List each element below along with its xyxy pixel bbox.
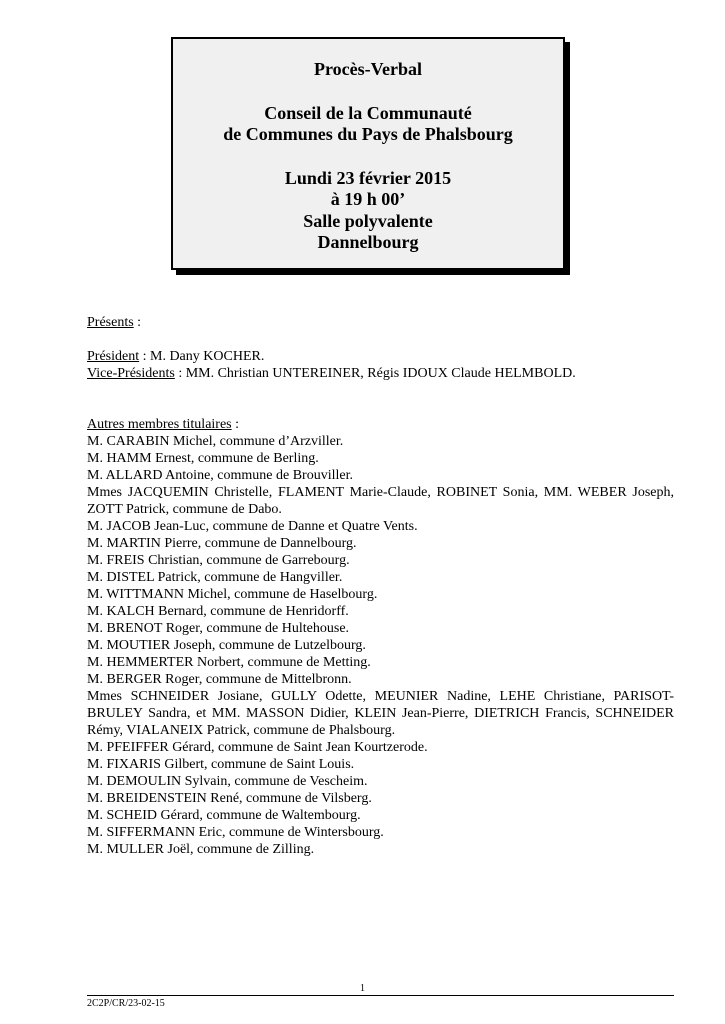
member-line: M. PFEIFFER Gérard, commune de Saint Jean Kourtzerode.	[87, 740, 428, 755]
meeting-time: à 19 h 00’	[330, 189, 406, 209]
page-number: 1	[360, 983, 365, 994]
member-line: M. BERGER Roger, commune de Mittelbronn.	[87, 672, 352, 687]
member-line: Mmes JACQUEMIN Christelle, FLAMENT Marie-Claude, ROBINET Sonia, MM. WEBER Joseph, ZOTT Patrick, commune de Dabo.	[87, 485, 674, 517]
council-name-line2: de Communes du Pays de Phalsbourg	[223, 124, 513, 144]
member-line: M. CARABIN Michel, commune d’Arzviller.	[87, 434, 344, 449]
meeting-venue: Salle polyvalente	[303, 210, 433, 231]
spacer	[87, 382, 674, 416]
member-line: M. FREIS Christian, commune de Garrebourg.	[87, 553, 350, 568]
council-name-line1: Conseil de la Communauté	[264, 102, 472, 123]
member-line: M. JACOB Jean-Luc, commune de Danne et Quatre Vents.	[87, 519, 418, 534]
member-line: M. DISTEL Patrick, commune de Hangviller.	[87, 570, 343, 585]
member-line: M. FIXARIS Gilbert, commune de Saint Louis.	[87, 757, 355, 772]
member-line: M. HEMMERTER Norbert, commune de Metting.	[87, 655, 371, 670]
president-line	[87, 348, 674, 365]
document-reference: 2C2P/CR/23-02-15	[87, 998, 165, 1009]
spacer	[87, 331, 674, 348]
vice-presidents-line	[87, 365, 674, 382]
title-box	[171, 37, 565, 270]
member-line: M. BRENOT Roger, commune de Hultehouse.	[87, 621, 350, 636]
president-label: Président	[87, 349, 140, 364]
member-line: M. MARTIN Pierre, commune de Dannelbourg.	[87, 536, 357, 551]
member-line: M. DEMOULIN Sylvain, commune de Vescheim.	[87, 774, 368, 789]
member-line: M. BREIDENSTEIN René, commune de Vilsberg.	[87, 791, 372, 806]
spacer	[173, 146, 563, 168]
members-label: Autres membres titulaires	[87, 417, 232, 432]
members-suffix: :	[231, 417, 240, 432]
member-line: M. WITTMANN Michel, commune de Haselbourg.	[87, 587, 378, 602]
member-line: M. SIFFERMANN Eric, commune de Wintersbourg.	[87, 825, 384, 840]
footer-divider	[87, 995, 674, 996]
presents-heading	[87, 314, 674, 331]
member-line: M. SCHEID Gérard, commune de Waltembourg.	[87, 808, 361, 823]
presents-suffix: :	[133, 315, 142, 330]
president-value: : M. Dany KOCHER.	[139, 349, 265, 364]
member-line: Mmes SCHNEIDER Josiane, GULLY Odette, MEUNIER Nadine, LEHE Christiane, PARISOT-BRULEY Sandra, et MM. MASSON Didier, KLEIN Jean-Pierre, DIETRICH Francis, SCHNEIDER Rémy, VIALANEIX Patrick, commune de Phalsbourg.	[87, 689, 674, 738]
member-line: M. MOUTIER Joseph, commune de Lutzelbourg.	[87, 638, 366, 653]
presents-label: Présents	[87, 315, 134, 330]
vice-presidents-label: Vice-Présidents	[87, 366, 175, 381]
document-title: Procès-Verbal	[314, 59, 422, 79]
spacer	[173, 81, 563, 103]
member-line: M. ALLARD Antoine, commune de Brouviller.	[87, 468, 353, 483]
member-line: M. KALCH Bernard, commune de Henridorff.	[87, 604, 349, 619]
meeting-place: Dannelbourg	[317, 232, 419, 252]
attendance-section	[87, 314, 674, 858]
meeting-date: Lundi 23 février 2015	[284, 167, 452, 188]
vice-presidents-value: : MM. Christian UNTEREINER, Régis IDOUX Claude HELMBOLD.	[174, 366, 576, 381]
members-heading	[87, 416, 674, 433]
member-line: M. HAMM Ernest, commune de Berling.	[87, 451, 319, 466]
member-line: M. MULLER Joël, commune de Zilling.	[87, 842, 315, 857]
